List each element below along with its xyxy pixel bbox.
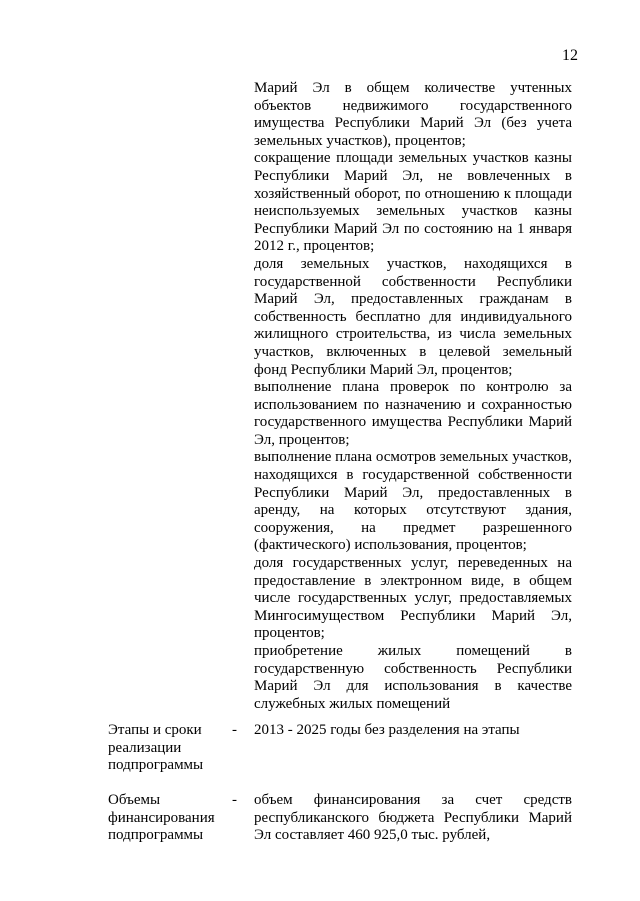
indicator-paragraph: выполнение плана осмотров земельных участков, находящихся в государственной собственности Республики Марий Эл, предоставленных в аренду, на которых отсутствуют здания, сооружения, на предмет разрешенного (фактического) использования, процентов; (254, 449, 572, 554)
indicators-list-continuation (254, 80, 572, 713)
indicator-paragraph: доля государственных услуг, переведенных на предоставление в электронном виде, в общем числе государственных услуг, предоставляемых Мингосимуществом Республики Марий Эл, процентов; (254, 555, 572, 642)
stages-dash: - (232, 722, 237, 738)
stages-label: Этапы и сроки реализации подпрограммы (108, 722, 204, 774)
funding-dash: - (232, 792, 237, 808)
indicator-paragraph: выполнение плана проверок по контролю за использованием по назначению и сохранностью государственного имущества Республики Марий Эл, процентов; (254, 379, 572, 448)
indicator-paragraph: Марий Эл в общем количестве учтенных объектов недвижимого государственного имущества Республики Марий Эл (без учета земельных участков), процентов; (254, 80, 572, 149)
indicator-paragraph: доля земельных участков, находящихся в государственной собственности Республики Марий Эл, предоставленных гражданам в собственность бесплатно для индивидуального жилищного строительства, из числа земельных участков, включенных в целевой земельный фонд Республики Марий Эл, процентов; (254, 255, 572, 378)
indicator-paragraph: приобретение жилых помещений в государственную собственность Республики Марий Эл для использования в качестве служебных жилых помещений (254, 643, 572, 712)
indicator-paragraph: сокращение площади земельных участков казны Республики Марий Эл, не вовлеченных в хозяйственный оборот, по отношению к площади неиспользуемых земельных участков казны Республики Марий Эл по состоянию на 1 января 2012 г., процентов; (254, 150, 572, 255)
funding-label: Объемы финансирования подпрограммы (108, 792, 215, 844)
page-number: 12 (562, 47, 578, 64)
funding-value: объем финансирования за счет средств республиканского бюджета Республики Марий Эл составляет 460 925,0 тыс. рублей, (254, 792, 572, 844)
stages-value: 2013 - 2025 годы без разделения на этапы (254, 722, 520, 738)
